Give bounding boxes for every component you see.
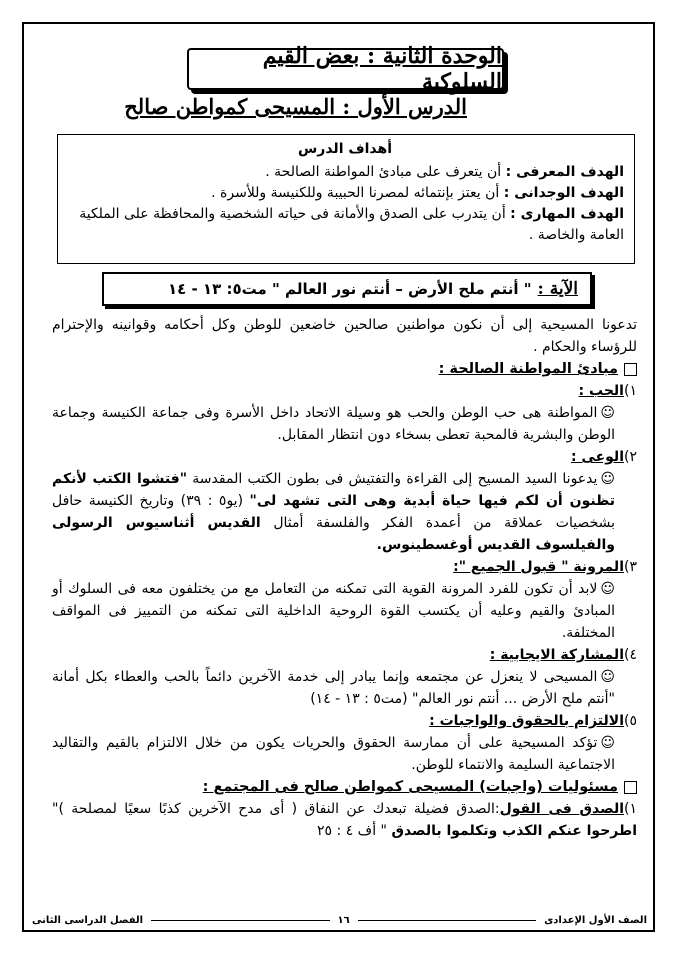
principle-text: ☺لابد أن تكون للفرد المرونة القوية التى تمكنه من التعامل مع من يختلفون معه فى السلوك أو المبادئ والقيم وعليه أن يكتسب القوة الروحية الداخلية التى تمكنه من التمييز فى المواقف المختلفة. bbox=[52, 581, 615, 641]
principle-item: ٤)المشاركة الايجابية : bbox=[489, 647, 637, 663]
goal-label: الهدف المعرفى : bbox=[505, 164, 624, 180]
principle-text: ☺تؤكد المسيحية على أن ممارسة الحقوق والحريات يكون من خلال الالتزام بالقيم والتقاليد الاجتماعية السليمة والانتماء للوطن. bbox=[52, 735, 615, 773]
verse-label: الآية : bbox=[537, 279, 578, 299]
principle-item: ٢)الوعى : bbox=[570, 449, 637, 465]
principle-item: ١)الحب : bbox=[578, 383, 637, 399]
goal-label: الهدف الوجدانى : bbox=[503, 185, 624, 201]
duties-heading: مسئوليات (واجبات) المسيحى كمواطن صالح فى المجتمع : bbox=[52, 776, 637, 798]
principle-text: ☺المسيحى لا ينعزل عن مجتمعه وإنما يبادر إلى خدمة الآخرين دائماً بالحب والعطاء بكل أمانة "أنتم ملح الأرض ... أنتم نور العالم" (مت٥ : ١٣ - ١٤) bbox=[52, 669, 615, 707]
principles-heading: مبادئ المواطنة الصالحة : bbox=[52, 358, 637, 380]
page-footer bbox=[32, 910, 647, 930]
principle-item: ٣)المرونة " قبول الجميع ": bbox=[453, 559, 637, 575]
smiley-icon: ☺ bbox=[600, 735, 615, 751]
checkbox-square-icon bbox=[624, 781, 637, 794]
checkbox-square-icon bbox=[624, 363, 637, 376]
footer-divider bbox=[151, 920, 329, 921]
intro-paragraph: تدعونا المسيحية إلى أن نكون مواطنين صالحين خاضعين للوطن وكل أحكامه وقوانينه والإحترام للرؤساء والحكام . bbox=[52, 317, 637, 355]
goal-affective bbox=[66, 183, 624, 204]
smiley-icon: ☺ bbox=[600, 669, 615, 685]
unit-title: الوحدة الثانية : بعض القيم السلوكية bbox=[262, 43, 502, 95]
footer-grade: الصف الأول الإعدادى bbox=[544, 914, 647, 926]
smiley-icon: ☺ bbox=[600, 581, 615, 597]
document-page bbox=[32, 30, 647, 930]
duty-item: ١)الصدق فى القول:الصدق فضيلة تبعدك عن النفاق ( أى مدح الآخرين كذبًا سعيًا لمصلحة )" اطرحوا عنكم الكذب وتكلموا بالصدق " أف ٤ : ٢٥ bbox=[52, 801, 637, 839]
goal-text: أن يعتز بإنتمائه لمصرنا الحبيبة وللكنيسة وللأسرة . bbox=[211, 185, 504, 201]
footer-divider bbox=[358, 920, 536, 921]
smiley-icon: ☺ bbox=[600, 405, 615, 421]
footer-term: الفصل الدراسى الثانى bbox=[32, 914, 144, 926]
lesson-body bbox=[52, 314, 637, 842]
goal-text: أن يتعرف على مبادئ المواطنة الصالحة . bbox=[265, 164, 506, 180]
principle-text: ☺يدعونا السيد المسيح إلى القراءة والتفتيش فى بطون الكتب المقدسة "فتشوا الكتب لأنكم تظنون أن لكم فيها حياة أبدية وهى التى تشهد لى" (يو٥ : ٣٩) وتاريخ الكنيسة حافل بشخصيات عملاقة من أعمدة الفكر والفلسفة أمثال القديس أثناسيوس الرسولى والفيلسوف القديس أوغسطينوس. bbox=[52, 471, 616, 553]
smiley-icon: ☺ bbox=[600, 471, 616, 487]
lesson-title: الدرس الأول : المسيحى كمواطن صالح bbox=[124, 94, 467, 119]
unit-title-box bbox=[187, 43, 504, 95]
goal-skill bbox=[66, 204, 624, 246]
goal-text: أن يتدرب على الصدق والأمانة فى حياته الشخصية والمحافظة على الملكية العامة والخاصة . bbox=[79, 206, 624, 243]
goals-heading: أهداف الدرس bbox=[297, 141, 393, 157]
verse-box bbox=[102, 272, 592, 306]
principle-text: ☺المواطنة هى حب الوطن والحب هو وسيلة الاتحاد داخل الأسرة وفى جماعة الكنيسة وجماعة الوطن والبشرية فالمحبة تعطى بسخاء دون انتظار المقابل. bbox=[52, 405, 615, 443]
verse-text: " أنتم ملح الأرض – أنتم نور العالم " مت٥: ١٣ - ١٤ bbox=[167, 280, 532, 298]
principle-item: ٥)الالتزام بالحقوق والواجبات : bbox=[429, 713, 637, 729]
lesson-goals-box bbox=[57, 134, 635, 264]
goal-cognitive bbox=[66, 162, 624, 183]
page-number: ١٦ bbox=[337, 914, 350, 926]
goal-label: الهدف المهارى : bbox=[510, 206, 624, 222]
